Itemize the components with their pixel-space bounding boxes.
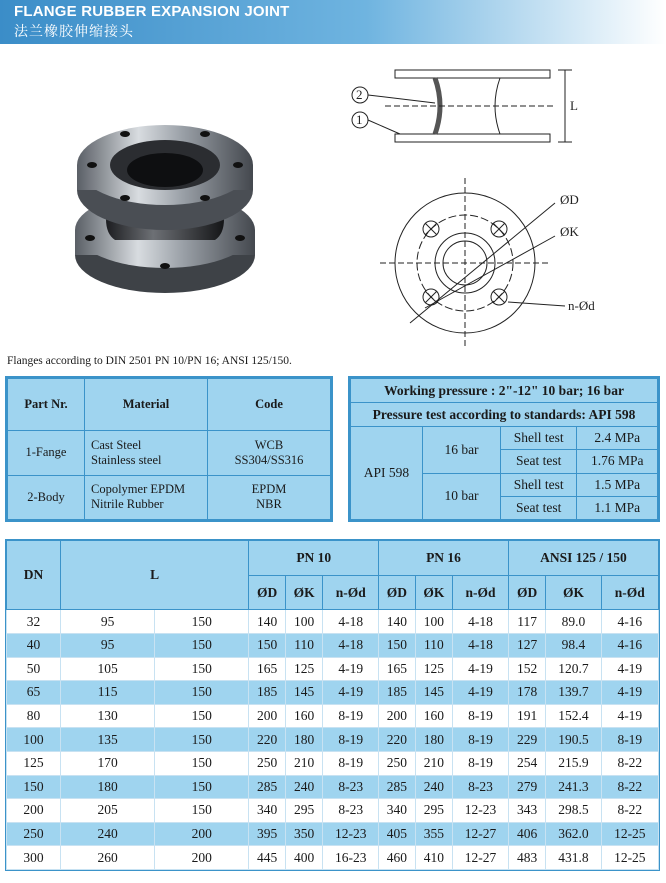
test-label: Shell test	[501, 427, 577, 450]
label-nd: n-Ød	[568, 298, 595, 313]
dimension-cell: 200	[155, 822, 249, 846]
table-row	[7, 657, 659, 681]
dimension-cell: 4-18	[323, 634, 379, 658]
table-row	[7, 704, 659, 728]
dimension-cell: 12-27	[453, 822, 509, 846]
dimension-cell: 80	[7, 704, 61, 728]
dimension-cell: 4-18	[323, 610, 379, 634]
standard-cell: API 598	[351, 427, 423, 520]
dimension-cell: 215.9	[546, 751, 601, 775]
test-label: Seat test	[501, 450, 577, 473]
dimension-cell: 150	[155, 751, 249, 775]
table-row	[7, 846, 659, 870]
dimension-cell: 150	[155, 704, 249, 728]
dimension-cell: 445	[249, 846, 285, 870]
dimension-cell: 150	[155, 610, 249, 634]
dimension-cell: 240	[61, 822, 155, 846]
header-material: Material	[85, 379, 208, 431]
header-code: Code	[208, 379, 331, 431]
dimension-cell: 8-19	[323, 728, 379, 752]
label-1: 1	[356, 112, 363, 127]
header-pn10: PN 10	[249, 541, 379, 576]
table-row	[7, 751, 659, 775]
dimension-cell: 190.5	[546, 728, 601, 752]
dimension-cell: 4-19	[601, 657, 658, 681]
materials-table	[5, 376, 333, 522]
dimension-cell: 406	[508, 822, 545, 846]
dimension-cell: 127	[508, 634, 545, 658]
dimension-cell: 89.0	[546, 610, 601, 634]
dimension-cell: 4-19	[453, 657, 509, 681]
dimension-cell: 8-23	[323, 799, 379, 823]
dimension-cell: 150	[155, 728, 249, 752]
dimension-cell: 145	[415, 681, 453, 705]
dimension-cell: 4-19	[601, 704, 658, 728]
dimension-cell: 178	[508, 681, 545, 705]
dimension-cell: 152	[508, 657, 545, 681]
table-row	[7, 728, 659, 752]
technical-drawing	[340, 58, 640, 353]
dimension-cell: 12-25	[601, 846, 658, 870]
dimension-cell: 8-19	[323, 704, 379, 728]
dimension-cell: 150	[155, 657, 249, 681]
test-value: 2.4 MPa	[577, 427, 658, 450]
pressure-test: Pressure test according to standards: API 598	[351, 403, 658, 427]
dimension-cell: 150	[155, 681, 249, 705]
dimension-cell: 140	[249, 610, 285, 634]
title-cn: 法兰橡胶伸缩接头	[14, 24, 134, 40]
dimension-cell: 160	[415, 704, 453, 728]
dimension-cell: 8-22	[601, 799, 658, 823]
dimension-cell: 483	[508, 846, 545, 870]
table-row	[351, 427, 658, 450]
sub-header: ØK	[415, 575, 453, 610]
table-row	[7, 634, 659, 658]
header-banner	[0, 0, 666, 44]
dimension-cell: 8-19	[453, 704, 509, 728]
dimensions-table	[5, 539, 660, 871]
dimension-cell: 100	[7, 728, 61, 752]
dimension-cell: 98.4	[546, 634, 601, 658]
dimension-cell: 340	[249, 799, 285, 823]
dimension-cell: 285	[379, 775, 415, 799]
dimension-cell: 8-22	[601, 775, 658, 799]
label-l: L	[570, 98, 578, 113]
rating-cell: 16 bar	[423, 427, 501, 474]
product-photo	[70, 120, 270, 300]
dimension-cell: 200	[379, 704, 415, 728]
dimension-cell: 4-16	[601, 610, 658, 634]
dimension-cell: 120.7	[546, 657, 601, 681]
dimension-cell: 4-19	[601, 681, 658, 705]
dimension-cell: 250	[379, 751, 415, 775]
sub-header: ØK	[285, 575, 323, 610]
dimension-cell: 180	[285, 728, 323, 752]
header-dn: DN	[7, 541, 61, 610]
dimension-cell: 8-23	[453, 775, 509, 799]
code-cell: EPDM NBR	[208, 475, 331, 520]
table-row	[7, 799, 659, 823]
table-row	[7, 822, 659, 846]
dimension-cell: 125	[415, 657, 453, 681]
label-2: 2	[356, 87, 363, 102]
dimension-cell: 140	[379, 610, 415, 634]
dimension-cell: 220	[379, 728, 415, 752]
dimension-cell: 152.4	[546, 704, 601, 728]
dimension-cell: 150	[155, 634, 249, 658]
dimension-cell: 130	[61, 704, 155, 728]
dimension-cell: 4-16	[601, 634, 658, 658]
test-label: Shell test	[501, 473, 577, 496]
dimension-cell: 8-23	[323, 775, 379, 799]
dimension-cell: 145	[285, 681, 323, 705]
dimension-cell: 8-19	[453, 728, 509, 752]
dimension-cell: 95	[61, 634, 155, 658]
dimension-cell: 117	[508, 610, 545, 634]
dimension-cell: 50	[7, 657, 61, 681]
dimension-cell: 165	[249, 657, 285, 681]
title-en: FLANGE RUBBER EXPANSION JOINT	[14, 3, 290, 20]
header-part: Part Nr.	[8, 379, 85, 431]
dimension-cell: 362.0	[546, 822, 601, 846]
test-value: 1.5 MPa	[577, 473, 658, 496]
test-label: Seat test	[501, 496, 577, 519]
table-row	[8, 431, 331, 476]
dimension-cell: 240	[285, 775, 323, 799]
dimension-cell: 40	[7, 634, 61, 658]
dimension-cell: 16-23	[323, 846, 379, 870]
sub-header: n-Ød	[601, 575, 658, 610]
dimension-cell: 32	[7, 610, 61, 634]
dimension-cell: 350	[285, 822, 323, 846]
table-row	[7, 610, 659, 634]
table-row	[8, 475, 331, 520]
dimension-cell: 150	[155, 775, 249, 799]
test-value: 1.1 MPa	[577, 496, 658, 519]
dimension-cell: 4-19	[453, 681, 509, 705]
dimension-cell: 8-19	[601, 728, 658, 752]
dimension-cell: 8-22	[601, 751, 658, 775]
dimension-cell: 65	[7, 681, 61, 705]
dimension-cell: 405	[379, 822, 415, 846]
dimension-cell: 110	[285, 634, 323, 658]
table-row	[7, 681, 659, 705]
sub-header: ØD	[508, 575, 545, 610]
label-od: ØD	[560, 192, 579, 207]
working-pressure: Working pressure : 2"-12" 10 bar; 16 bar	[351, 379, 658, 403]
dimension-cell: 8-19	[453, 751, 509, 775]
dimension-cell: 205	[61, 799, 155, 823]
dimension-cell: 298.5	[546, 799, 601, 823]
dimension-cell: 260	[61, 846, 155, 870]
table-row	[7, 775, 659, 799]
dimension-cell: 150	[249, 634, 285, 658]
dimension-cell: 170	[61, 751, 155, 775]
dimension-cell: 12-25	[601, 822, 658, 846]
dimension-cell: 200	[155, 846, 249, 870]
dimension-cell: 150	[7, 775, 61, 799]
dimension-cell: 210	[285, 751, 323, 775]
dimension-cell: 150	[379, 634, 415, 658]
dimension-cell: 200	[249, 704, 285, 728]
pressure-table	[348, 376, 660, 522]
material-cell: Copolymer EPDM Nitrile Rubber	[85, 475, 208, 520]
dimension-cell: 139.7	[546, 681, 601, 705]
dimension-cell: 285	[249, 775, 285, 799]
sub-header: ØK	[546, 575, 601, 610]
dimension-cell: 4-19	[323, 657, 379, 681]
dimension-cell: 229	[508, 728, 545, 752]
dimension-cell: 160	[285, 704, 323, 728]
header-l: L	[61, 541, 249, 610]
dimension-cell: 125	[7, 751, 61, 775]
dimension-cell: 295	[415, 799, 453, 823]
dimension-cell: 343	[508, 799, 545, 823]
sub-header: n-Ød	[323, 575, 379, 610]
dimension-cell: 400	[285, 846, 323, 870]
rating-cell: 10 bar	[423, 473, 501, 520]
header-ansi: ANSI 125 / 150	[508, 541, 658, 576]
dimension-cell: 150	[155, 799, 249, 823]
dimension-cell: 185	[379, 681, 415, 705]
sub-header: ØD	[379, 575, 415, 610]
dimension-cell: 355	[415, 822, 453, 846]
dimension-cell: 210	[415, 751, 453, 775]
dimension-cell: 295	[285, 799, 323, 823]
dimension-cell: 115	[61, 681, 155, 705]
dimension-cell: 12-23	[453, 799, 509, 823]
flange-note: Flanges according to DIN 2501 PN 10/PN 16; ANSI 125/150.	[7, 355, 292, 367]
material-cell: Cast Steel Stainless steel	[85, 431, 208, 476]
dimension-cell: 340	[379, 799, 415, 823]
header-pn16: PN 16	[379, 541, 509, 576]
dimension-cell: 431.8	[546, 846, 601, 870]
dimension-cell: 279	[508, 775, 545, 799]
dimension-cell: 180	[415, 728, 453, 752]
dimension-cell: 105	[61, 657, 155, 681]
dimension-cell: 240	[415, 775, 453, 799]
dimension-cell: 95	[61, 610, 155, 634]
sub-header: n-Ød	[453, 575, 509, 610]
dimension-cell: 4-18	[453, 634, 509, 658]
dimension-cell: 12-27	[453, 846, 509, 870]
dimension-cell: 241.3	[546, 775, 601, 799]
dimension-cell: 12-23	[323, 822, 379, 846]
dimension-cell: 180	[61, 775, 155, 799]
label-ok: ØK	[560, 224, 579, 239]
code-cell: WCB SS304/SS316	[208, 431, 331, 476]
part-cell: 2-Body	[8, 475, 85, 520]
part-cell: 1-Fange	[8, 431, 85, 476]
dimension-cell: 200	[7, 799, 61, 823]
dimension-cell: 4-18	[453, 610, 509, 634]
dimension-cell: 250	[249, 751, 285, 775]
dimension-cell: 4-19	[323, 681, 379, 705]
dimension-cell: 410	[415, 846, 453, 870]
dimension-cell: 100	[285, 610, 323, 634]
sub-header: ØD	[249, 575, 285, 610]
test-value: 1.76 MPa	[577, 450, 658, 473]
dimension-cell: 165	[379, 657, 415, 681]
dimension-cell: 395	[249, 822, 285, 846]
dimension-cell: 185	[249, 681, 285, 705]
dimension-cell: 250	[7, 822, 61, 846]
dimension-cell: 8-19	[323, 751, 379, 775]
dimension-cell: 135	[61, 728, 155, 752]
dimension-cell: 300	[7, 846, 61, 870]
dimension-cell: 254	[508, 751, 545, 775]
dimension-cell: 110	[415, 634, 453, 658]
dimension-cell: 220	[249, 728, 285, 752]
dimension-cell: 460	[379, 846, 415, 870]
dimension-cell: 191	[508, 704, 545, 728]
dimension-cell: 125	[285, 657, 323, 681]
dimension-cell: 100	[415, 610, 453, 634]
